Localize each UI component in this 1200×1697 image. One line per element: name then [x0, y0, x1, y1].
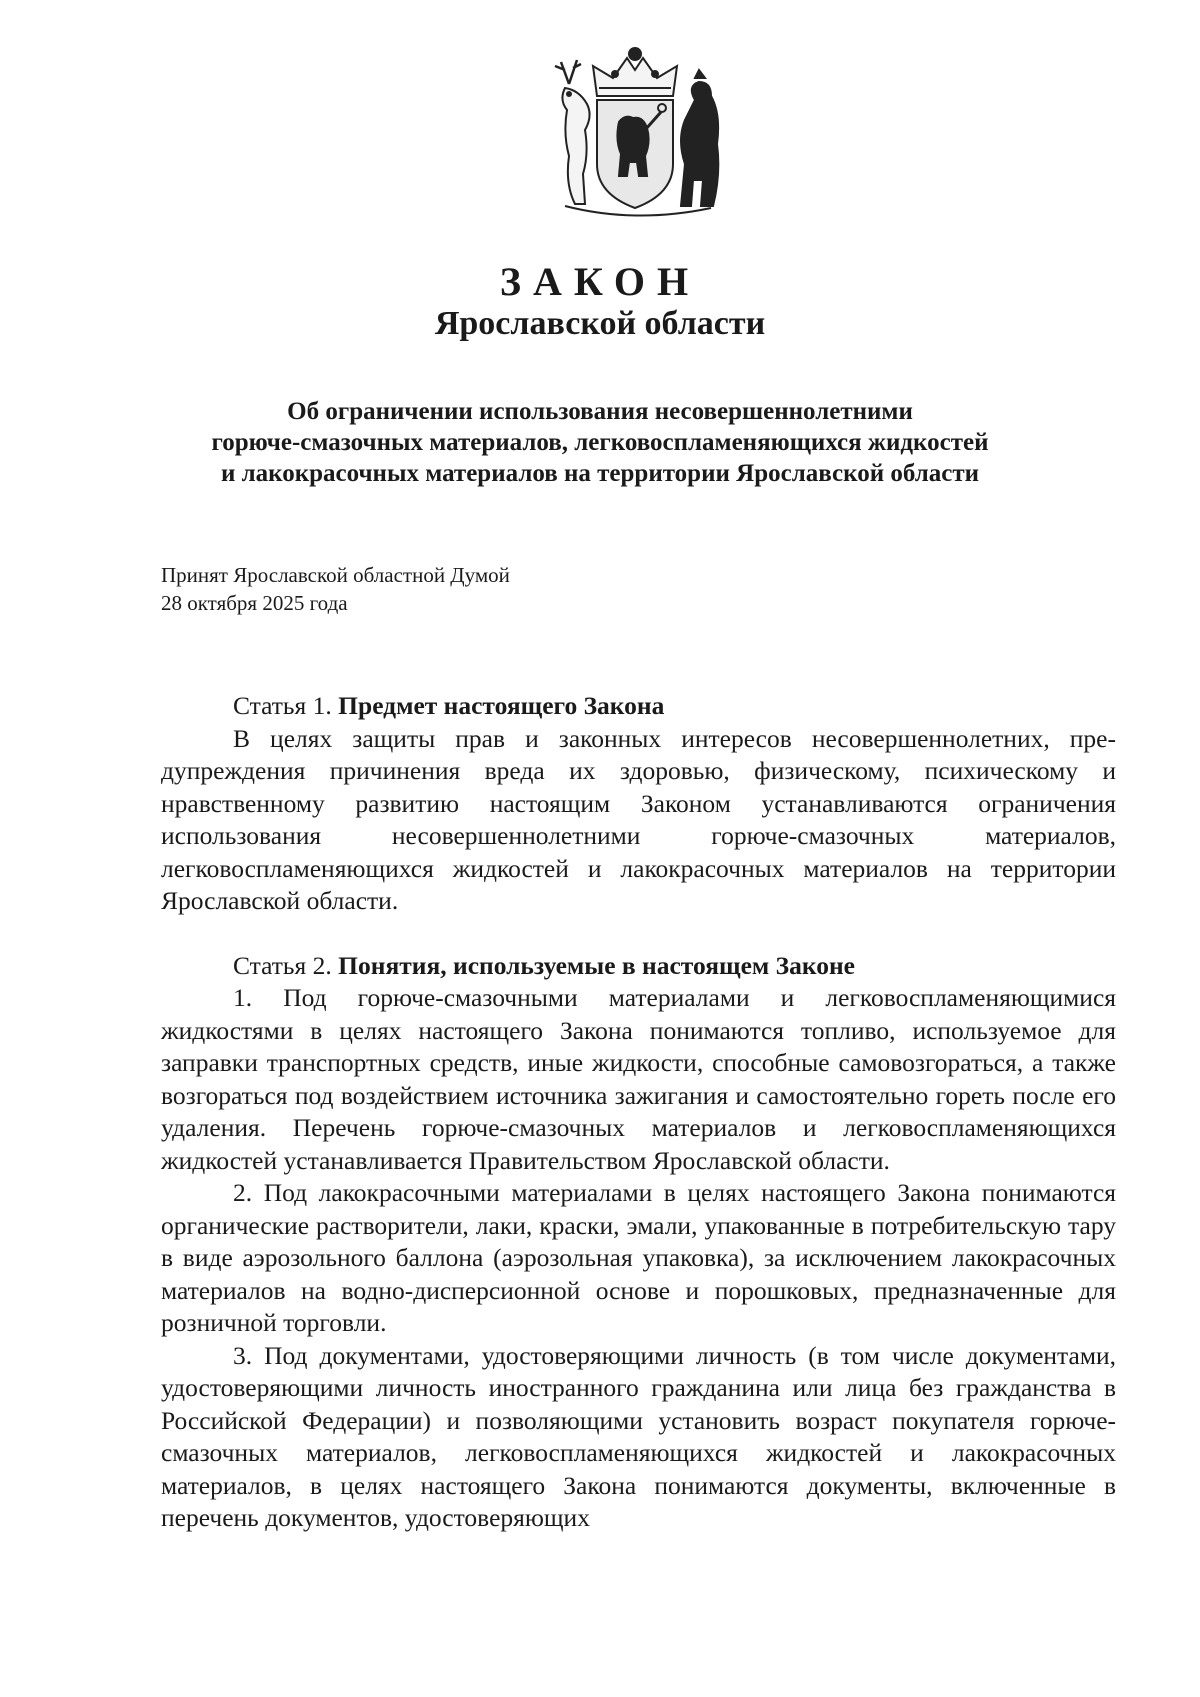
article-title: Предмет настоящего Закона — [338, 691, 665, 720]
region-heading: Ярославской области — [434, 305, 766, 342]
article-number: Статья 1. — [233, 691, 332, 720]
article-2-paragraph-2: 2. Под лакокрасочными материалами в целях настоящего Закона понимаются органические растворители, лаки, краски, эмали, упакованные в потребительскую тару в виде аэрозольного баллона (аэрозольная упаковка), за исключением лакокрасочных материалов на водно-дисперсионной основе и порошковых, предназначенные для розничной торговли. — [161, 1178, 1116, 1337]
coat-of-arms-icon — [535, 44, 735, 222]
law-title-line: горюче-смазочных материалов, легковоспламеняющихся жидкостей — [211, 429, 989, 456]
article-1-heading — [161, 690, 1116, 723]
adoption-info — [161, 561, 510, 617]
article-spacer — [161, 918, 1116, 950]
article-2-paragraph-3: 3. Под документами, удостоверяющими личность (в том числе документами, удостоверяющими личность иностранного гражданина или лица без гражданства в Российской Федерации) и позволяющими установить возраст покупателя горюче-смазочных материалов, легковоспламеняющихся жидкостей и лакокрасочных материалов, в целях настоящего Закона понимаются документы, включенные в перечень документов, удостоверяющих — [161, 1340, 1116, 1532]
law-body — [161, 690, 1116, 1535]
adoption-date: 28 октября 2025 года — [161, 591, 348, 615]
article-2-heading — [161, 950, 1116, 983]
article-number: Статья 2. — [233, 950, 332, 980]
article-title: Понятия, используемые в настоящем Законе — [338, 950, 855, 980]
law-title-line: Об ограничении использования несовершеннолетними — [287, 398, 913, 425]
law-title-line: и лакокрасочных материалов на территории Ярославской области — [220, 460, 980, 487]
article-1-paragraph: В целях защиты прав и законных интересов несовершеннолетних, предупреждения причинения вреда их здоровью, физическому, психическому и нравственному развитию настоящим Законом устанавливаются ограничения использования несовершеннолетними горюче-смазочных материалов, легковоспламеняющихся жидкостей и лакокрасочных материалов на территории Ярославской области. — [161, 723, 1116, 915]
article-2-paragraph-1: 1. Под горюче-смазочными материалами и легковоспламеняющимися жидкостями в целях настоящего Закона понимаются топливо, используемое для заправки транспортных средств, иные жидкости, способные самовозгораться, а также возгораться под воздействием источника зажигания и самостоятельно гореть после его удаления. Перечень горюче-смазочных материалов и легковоспламеняющихся жидкостей устанавливается Правительством Ярославской области. — [161, 983, 1116, 1175]
document-type-heading: ЗАКОН — [499, 259, 701, 304]
adoption-body: Принят Ярославской областной Думой — [161, 563, 510, 587]
law-title — [0, 396, 1200, 489]
